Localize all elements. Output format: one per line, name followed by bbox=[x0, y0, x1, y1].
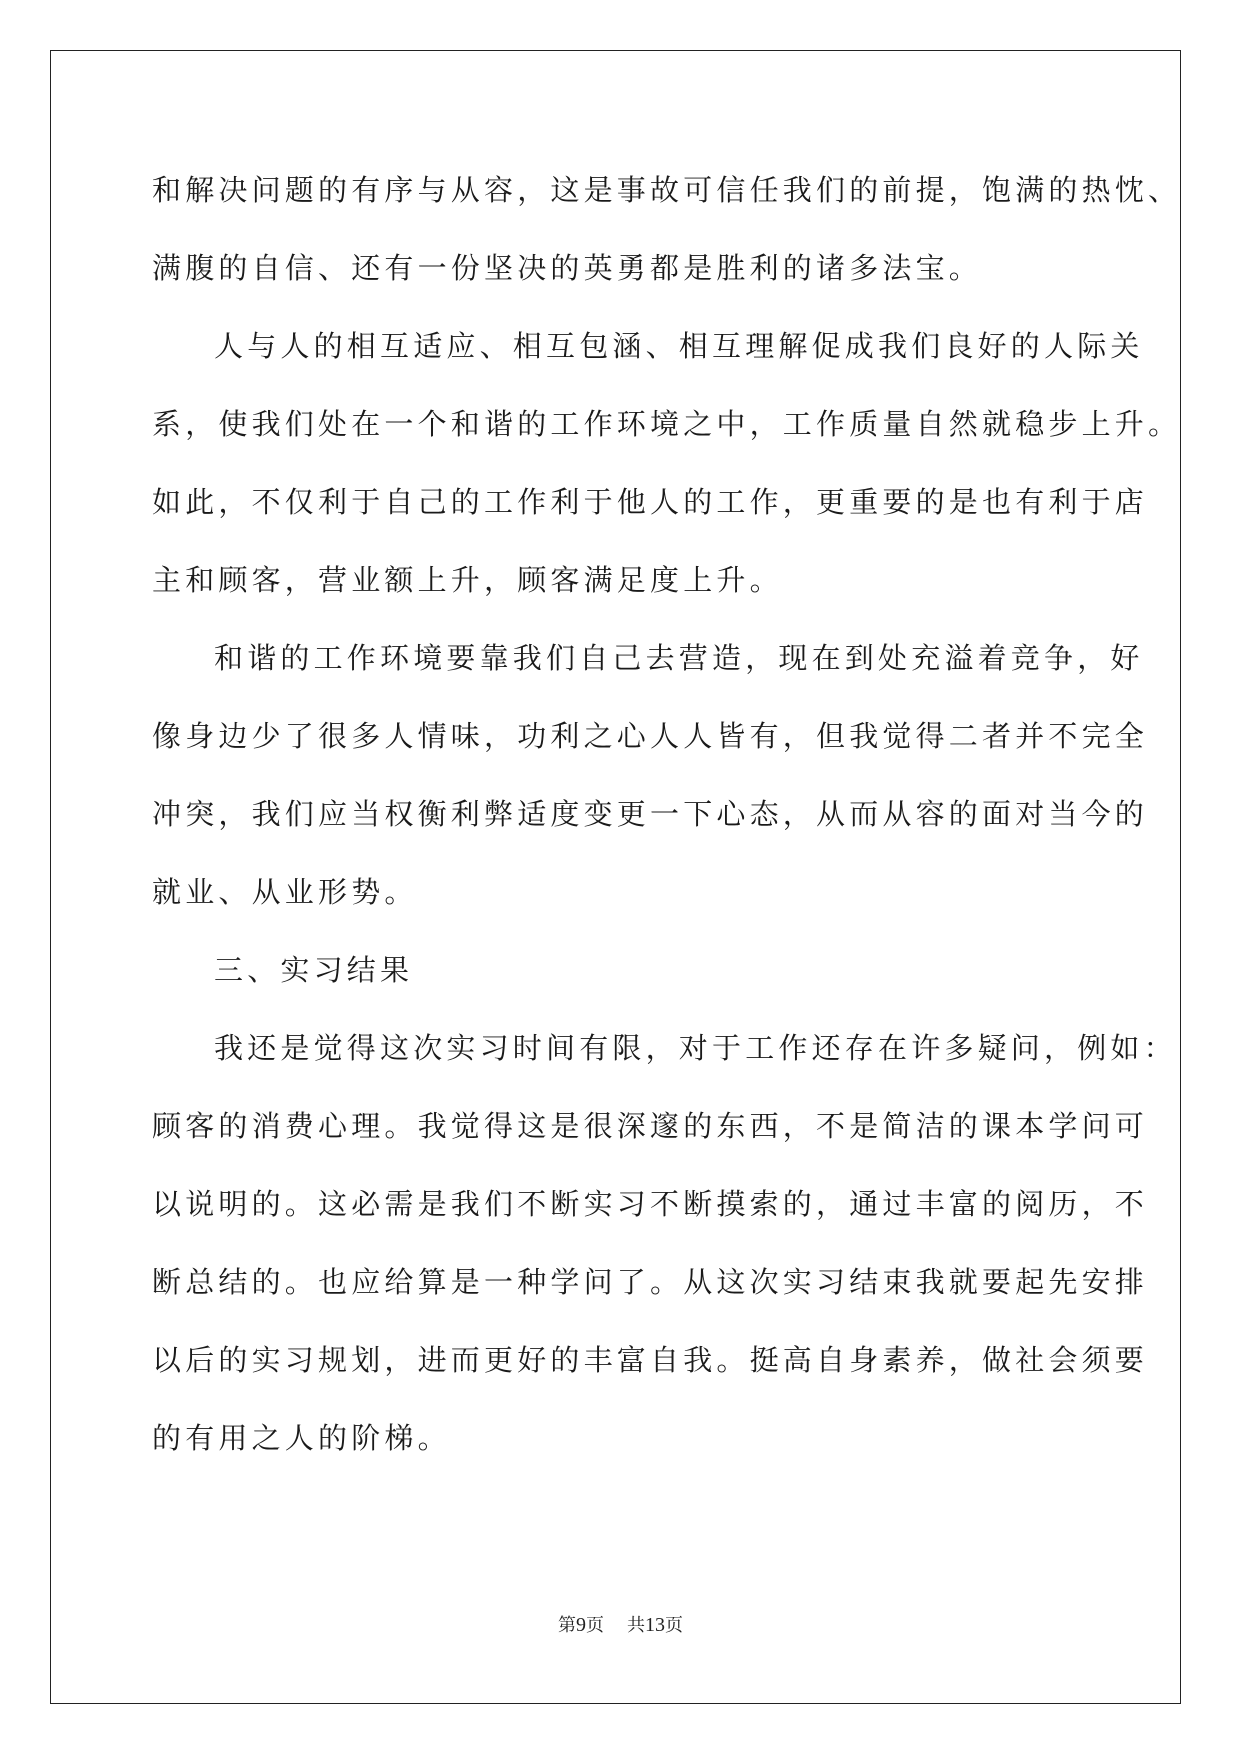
section-heading: 三、实习结果 bbox=[214, 953, 414, 987]
text-line: 就业、从业形势。 bbox=[152, 875, 418, 909]
paragraph-start-line: 人与人的相互适应、相互包涵、相互理解促成我们良好的人际关 bbox=[214, 329, 1144, 363]
footer-total-suffix: 页 bbox=[664, 1615, 683, 1636]
text-line: 系，使我们处在一个和谐的工作环境之中，工作质量自然就稳步上升。 bbox=[152, 407, 1182, 441]
footer-prefix: 第 bbox=[558, 1615, 577, 1636]
paragraph-start-line: 我还是觉得这次实习时间有限，对于工作还存在许多疑问，例如： bbox=[214, 1031, 1177, 1065]
footer-page-word: 页 bbox=[586, 1615, 605, 1636]
text-line: 和解决问题的有序与从容，这是事故可信任我们的前提，饱满的热忱、 bbox=[152, 173, 1182, 207]
text-line: 的有用之人的阶梯。 bbox=[152, 1421, 451, 1455]
text-line: 以后的实习规划，进而更好的丰富自我。挺高自身素养，做社会须要 bbox=[152, 1343, 1149, 1377]
footer-total-prefix: 共 bbox=[626, 1615, 645, 1636]
text-line: 顾客的消费心理。我觉得这是很深邃的东西，不是简洁的课本学问可 bbox=[152, 1109, 1149, 1143]
text-line: 像身边少了很多人情味，功利之心人人皆有，但我觉得二者并不完全 bbox=[152, 719, 1149, 753]
text-line: 以说明的。这必需是我们不断实习不断摸索的，通过丰富的阅历，不 bbox=[152, 1187, 1149, 1221]
text-line: 断总结的。也应给算是一种学问了。从这次实习结束我就要起先安排 bbox=[152, 1265, 1149, 1299]
text-line: 满腹的自信、还有一份坚决的英勇都是胜利的诸多法宝。 bbox=[152, 251, 983, 285]
text-line: 主和顾客，营业额上升，顾客满足度上升。 bbox=[152, 563, 783, 597]
page-footer bbox=[0, 1613, 1241, 1638]
current-page-number: 9 bbox=[576, 1614, 587, 1636]
text-line: 冲突，我们应当权衡利弊适度变更一下心态，从而从容的面对当今的 bbox=[152, 797, 1149, 831]
total-page-number: 13 bbox=[644, 1614, 665, 1636]
paragraph-start-line: 和谐的工作环境要靠我们自己去营造，现在到处充溢着竞争，好 bbox=[214, 641, 1144, 675]
text-line: 如此，不仅利于自己的工作利于他人的工作，更重要的是也有利于店 bbox=[152, 485, 1149, 519]
